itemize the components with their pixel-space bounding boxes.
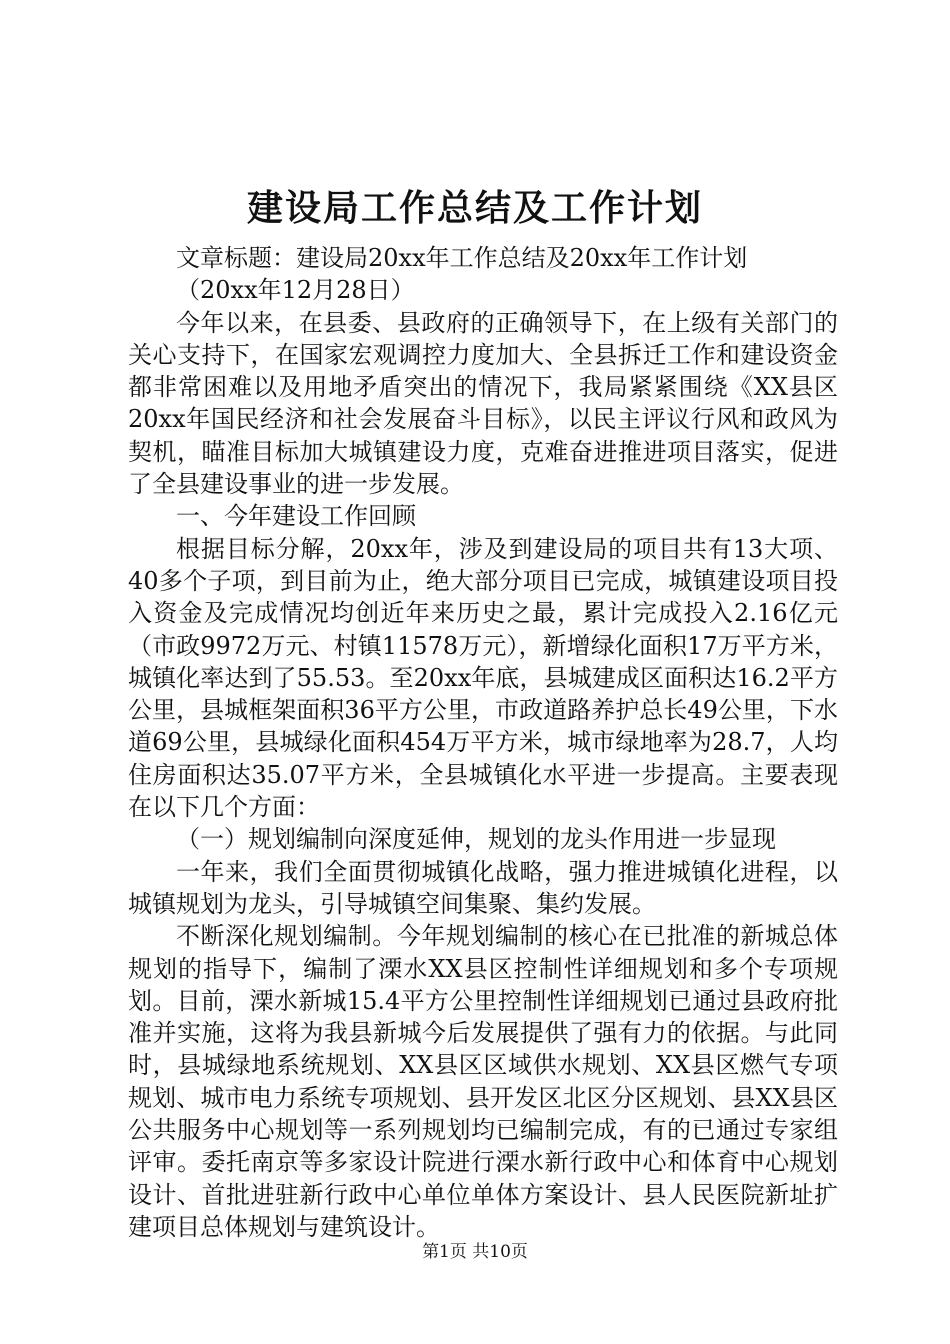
- section-heading: 一、今年建设工作回顾: [176, 502, 416, 531]
- paragraph-intro: 今年以来，在县委、县政府的正确领导下，在上级有关部门的关心支持下，在国家宏观调控力度加大、全县拆迁工作和建设资金都非常困难以及用地矛盾突出的情况下，我局紧紧围绕《XX县区20xx年国民经济和社会发展奋斗目标》，以民主评议行风和政风为契机，瞄准目标加大城镇建设力度，克难奋进推进项目落实，促进了全县建设事业的进一步发展。: [128, 308, 838, 499]
- document-title: 建设局工作总结及工作计划: [246, 187, 703, 229]
- paragraph-review: 根据目标分解，20xx年，涉及到建设局的项目共有13大项、40多个子项，到目前为止，绝大部分项目已完成，城镇建设项目投入资金及完成情况均创近年来历史之最，累计完成投入2.16亿元（市政9972万元、村镇11578万元），新增绿化面积17万平方米，城镇化率达到了55.53。至20xx年底，县城建成区面积达16.2平方公里，县城框架面积36平方公里，市政道路养护总长49公里，下水道69公里，县城绿化面积454万平方米，城市绿地率为28.7，人均住房面积达35.07平方米，全县城镇化水平进一步提高。主要表现在以下几个方面：: [128, 534, 838, 822]
- paragraph-planning: 不断深化规划编制。今年规划编制的核心在已批准的新城总体规划的指导下，编制了溧水XX县区控制性详细规划和多个专项规划。目前，溧水新城15.4平方公里控制性详细规划已通过县政府批准并实施，这将为我县新城今后发展提供了强有力的依据。与此同时，县城绿地系统规划、XX县区区域供水规划、XX县区燃气专项规划、城市电力系统专项规划、县开发区北区分区规划、县XX县区公共服务中心规划等一系列规划均已编制完成，有的已通过专家组评审。委托南京等多家设计院进行溧水新行政中心和体育中心规划设计、首批进驻新行政中心单位单体方案设计、县人民医院新址扩建项目总体规划与建筑设计。: [128, 922, 838, 1241]
- paragraph-strategy: 一年来，我们全面贯彻城镇化战略，强力推进城镇化进程，以城镇规划为龙头，引导城镇空间集聚、集约发展。: [128, 857, 838, 918]
- article-date-line: （20xx年12月28日）: [176, 276, 415, 305]
- document-body: [128, 242, 838, 1243]
- subsection-heading: （一）规划编制向深度延伸，规划的龙头作用进一步显现: [176, 825, 776, 854]
- page-footer: 第1页 共10页: [422, 1242, 528, 1262]
- article-title-line: 文章标题：建设局20xx年工作总结及20xx年工作计划: [176, 244, 748, 272]
